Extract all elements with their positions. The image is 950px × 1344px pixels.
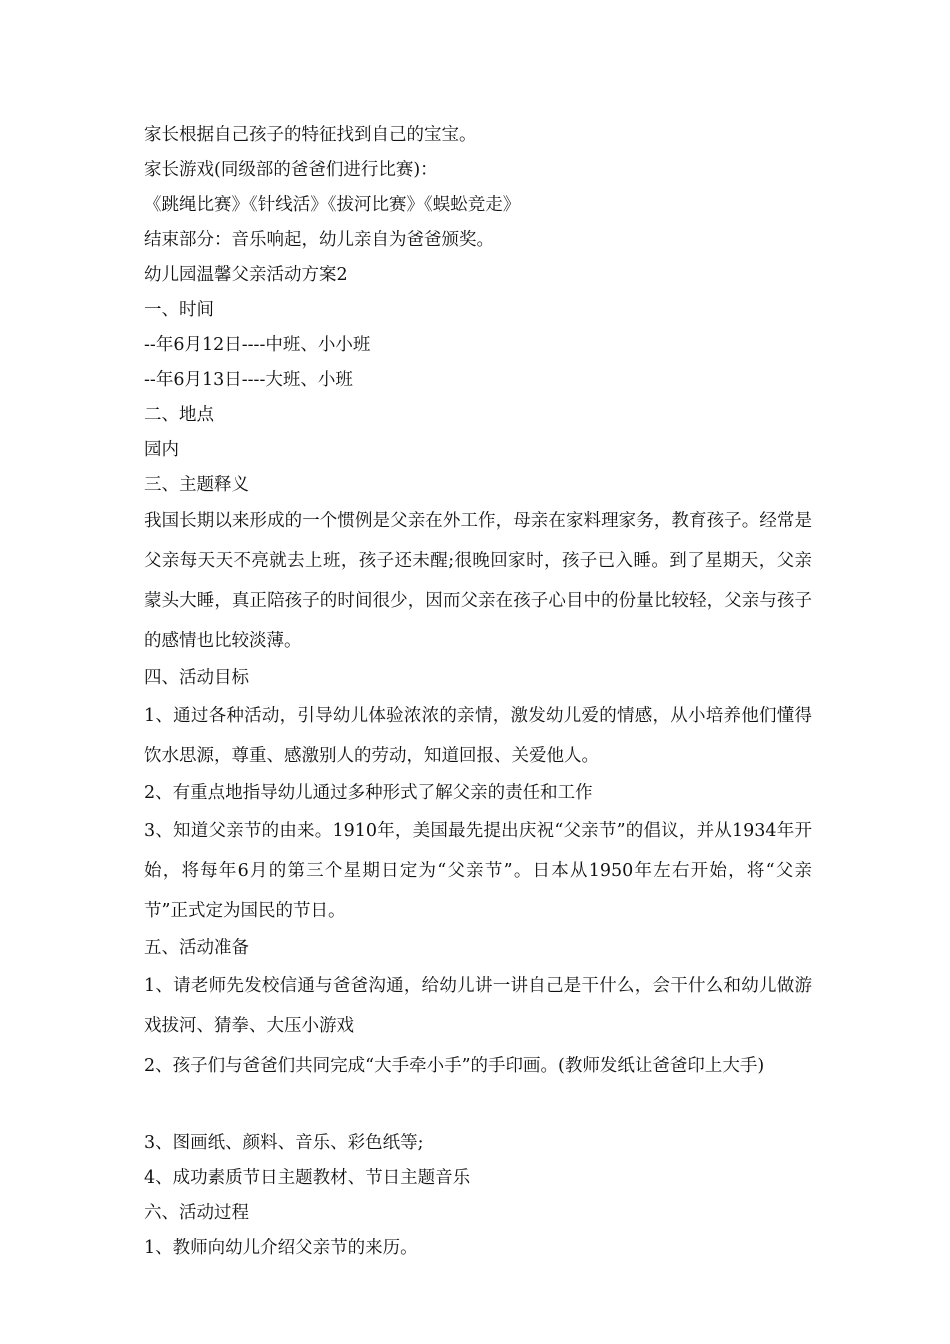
heading-preparation: 五、活动准备: [144, 938, 249, 958]
text-line: 家长根据自己孩子的特征找到自己的宝宝。: [144, 125, 477, 145]
text-line: 《跳绳比赛》《针线活》《拔河比赛》《蜈蚣竞走》: [144, 195, 521, 215]
text-line: 家长游戏(同级部的爸爸们进行比赛)：: [144, 160, 438, 180]
prep-item: 2、孩子们与爸爸们共同完成“大手牵小手”的手印画。(教师发纸让爸爸印上大手): [144, 1056, 765, 1076]
prep-item: 1、请老师先发校信通与爸爸沟通，给幼儿讲一讲自己是干什么，会干什么和幼儿做游戏拔河、猜拳、大压小游戏: [144, 976, 812, 1036]
theme-paragraph: 我国长期以来形成的一个惯例是父亲在外工作，母亲在家料理家务，教育孩子。经常是父亲每天天不亮就去上班，孩子还未醒;很晚回家时，孩子已入睡。到了星期天，父亲蒙头大睡，真正陪孩子的时间很少，因而父亲在孩子心目中的份量比较轻，父亲与孩子的感情也比较淡薄。: [144, 511, 812, 651]
section-title: 幼儿园温馨父亲活动方案2: [144, 265, 348, 285]
heading-time: 一、时间: [144, 300, 214, 320]
process-item: 1、教师向幼儿介绍父亲节的来历。: [144, 1238, 418, 1258]
prep-item: 4、成功素质节日主题教材、节日主题音乐: [144, 1168, 471, 1188]
goal-item: 3、知道父亲节的由来。1910年，美国最先提出庆祝“父亲节”的倡议，并从1934年开始，将每年6月的第三个星期日定为“父亲节”。日本从1950年左右开始，将“父亲节”正式定为国民的节日。: [144, 821, 812, 921]
heading-goals: 四、活动目标: [144, 668, 249, 688]
goal-item: 2、有重点地指导幼儿通过多种形式了解父亲的责任和工作: [144, 783, 593, 803]
text-line: 结束部分：音乐响起，幼儿亲自为爸爸颁奖。: [144, 230, 494, 250]
prep-item: 3、图画纸、颜料、音乐、彩色纸等;: [144, 1133, 424, 1153]
schedule-line: --年6月12日----中班、小小班: [144, 335, 371, 355]
document-body: [144, 118, 812, 1266]
heading-process: 六、活动过程: [144, 1203, 249, 1223]
schedule-line: --年6月13日----大班、小班: [144, 370, 353, 390]
heading-theme: 三、主题释义: [144, 475, 249, 495]
heading-location: 二、地点: [144, 405, 214, 425]
location-text: 园内: [144, 440, 179, 460]
goal-item: 1、通过各种活动，引导幼儿体验浓浓的亲情，激发幼儿爱的情感，从小培养他们懂得饮水思源，尊重、感激别人的劳动，知道回报、关爱他人。: [144, 706, 812, 766]
